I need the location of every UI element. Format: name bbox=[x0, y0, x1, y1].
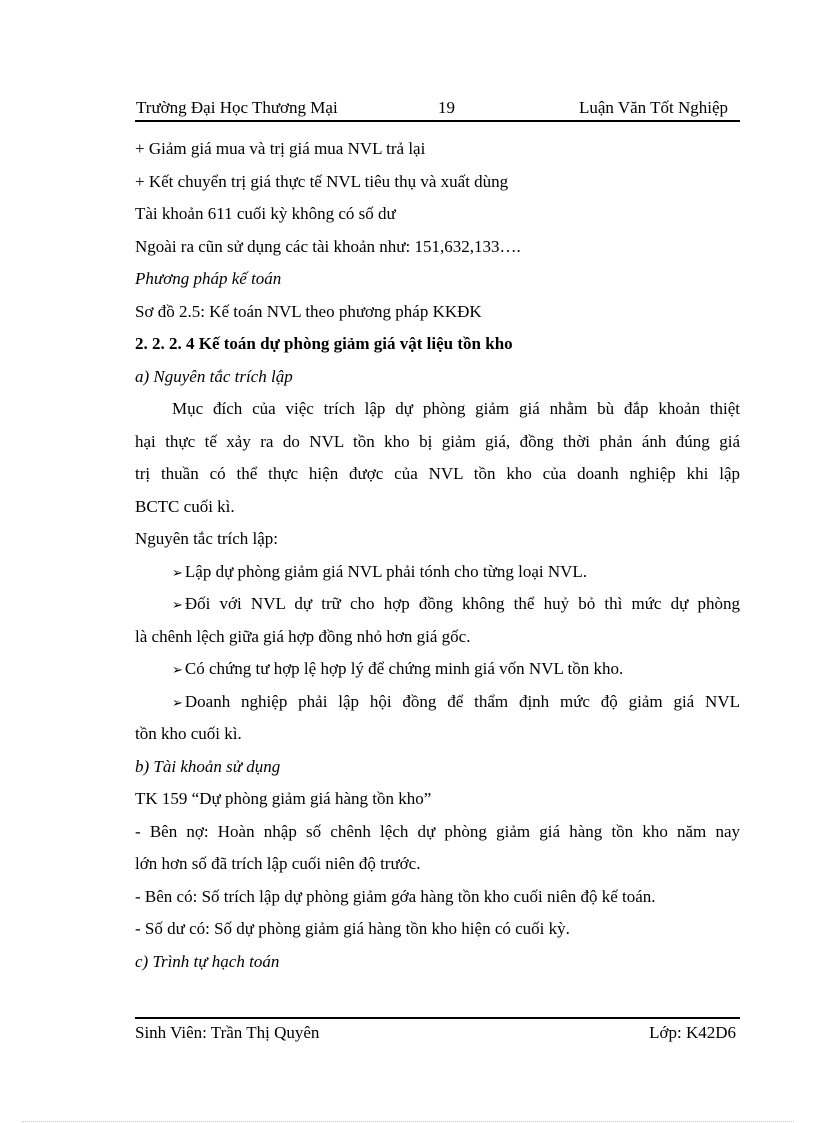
paragraph-line: BCTC cuối kì. bbox=[135, 496, 235, 516]
text-line: Ngoài ra cũn sử dụng các tài khoản như: 151,632,133…. bbox=[135, 236, 521, 256]
bullet-item bbox=[135, 686, 740, 719]
header-school: Trường Đại Học Thương Mại bbox=[136, 98, 338, 117]
bullet-item bbox=[135, 653, 740, 686]
paragraph-line: hại thực tế xảy ra do NVL tồn kho bị giảm giá, đồng thời phản ánh đúng giá bbox=[135, 431, 740, 451]
text-line: + Giảm giá mua và trị giá mua NVL trả lại bbox=[135, 139, 426, 158]
page-header bbox=[135, 96, 740, 122]
paragraph-line: Mục đích của việc trích lập dự phòng giảm giá nhằm bù đắp khoản thiệt bbox=[172, 399, 740, 418]
text-line: + Kết chuyển trị giá thực tế NVL tiêu thụ và xuất dùng bbox=[135, 171, 509, 191]
bullet-item bbox=[135, 588, 740, 621]
subheading-principles: a) Nguyên tắc trích lập bbox=[135, 366, 293, 386]
footer-class: Lớp: K42D6 bbox=[649, 1023, 736, 1042]
arrow-bullet-icon: ➢ bbox=[172, 694, 183, 710]
bullet-text: Lập dự phòng giảm giá NVL phải tónh cho từng loại NVL. bbox=[184, 561, 588, 581]
header-page-number: 19 bbox=[438, 98, 455, 117]
debit-line-continuation: lớn hơn số đã trích lập cuối niên độ trước. bbox=[135, 854, 421, 873]
footer-student: Sinh Viên: Trần Thị Quyên bbox=[135, 1023, 320, 1042]
subheading-procedure: c) Trình tự hạch toán bbox=[135, 951, 280, 971]
page-edge-divider bbox=[22, 1121, 794, 1122]
page-content bbox=[135, 133, 740, 978]
subheading-account: b) Tài khoản sử dụng bbox=[135, 756, 281, 776]
page-footer bbox=[135, 1017, 740, 1049]
bullet-continuation: là chênh lệch giữa giá hợp đồng nhỏ hơn giá gốc. bbox=[135, 626, 471, 646]
balance-line: - Số dư có: Số dự phòng giảm giá hàng tồn kho hiện có cuối kỳ. bbox=[135, 919, 570, 938]
section-heading: 2. 2. 2. 4 Kế toán dự phòng giảm giá vật liệu tồn kho bbox=[135, 334, 513, 353]
bullet-text: Đối với NVL dự trữ cho hợp đồng không thể huỷ bỏ thì mức dự phòng bbox=[184, 594, 740, 613]
subheading-accounting-method: Phương pháp kế toán bbox=[135, 269, 282, 288]
diagram-caption: Sơ đồ 2.5: Kế toán NVL theo phương pháp KKĐK bbox=[135, 301, 482, 321]
bullet-text: Có chứng tư hợp lệ hợp lý để chứng minh giá vốn NVL tồn kho. bbox=[184, 659, 624, 678]
header-doc-type: Luận Văn Tốt Nghiệp bbox=[578, 98, 728, 117]
account-title: TK 159 “Dự phòng giảm giá hàng tồn kho” bbox=[135, 789, 432, 808]
arrow-bullet-icon: ➢ bbox=[172, 662, 183, 677]
text-line: Tài khoản 611 cuối kỳ không có số dư bbox=[135, 204, 396, 223]
bullet-text: Doanh nghiệp phải lập hội đồng để thẩm định mức độ giảm giá NVL bbox=[184, 691, 740, 711]
bullet-item bbox=[135, 556, 740, 589]
paragraph-line: trị thuần có thể thực hiện được của NVL tồn kho của doanh nghiệp khi lập bbox=[135, 464, 740, 483]
bullet-continuation: tồn kho cuối kì. bbox=[135, 724, 242, 743]
arrow-bullet-icon: ➢ bbox=[172, 597, 183, 612]
principles-label: Nguyên tắc trích lập: bbox=[135, 529, 279, 548]
arrow-bullet-icon: ➢ bbox=[172, 564, 183, 580]
credit-line: - Bên có: Số trích lập dự phòng giảm gớa hàng tồn kho cuối niên độ kế toán. bbox=[135, 886, 656, 906]
debit-line: - Bên nợ: Hoàn nhập số chênh lệch dự phòng giảm giá hàng tồn kho năm nay bbox=[135, 821, 740, 841]
